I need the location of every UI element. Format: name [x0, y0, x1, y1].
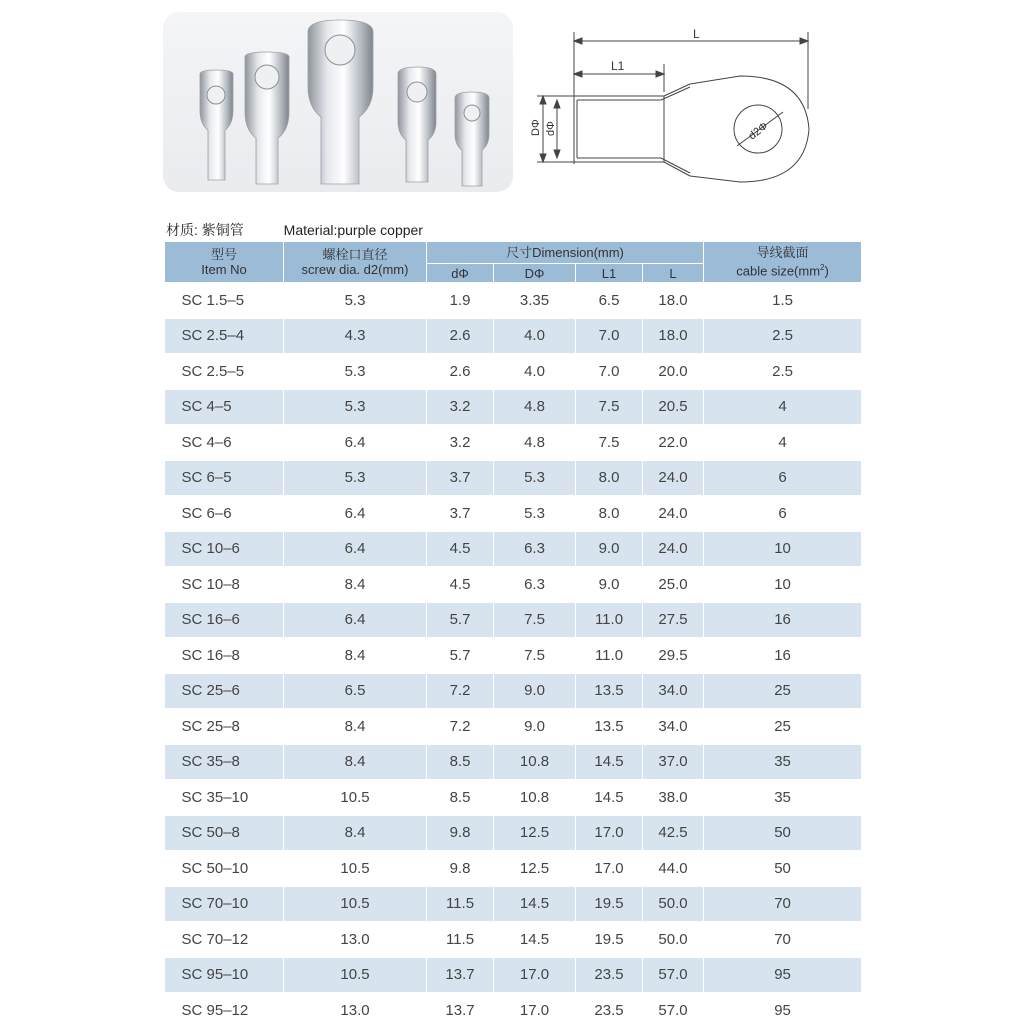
dim-d-inner-label: dΦ: [545, 121, 557, 136]
cable-size-cell: 10: [704, 531, 862, 567]
item-no-cell: SC 6–6: [165, 496, 284, 532]
l1-cell: 14.5: [576, 780, 643, 816]
header-cable-en: [704, 260, 861, 278]
table-row: [165, 318, 862, 354]
cable-size-cell: 16: [704, 602, 862, 638]
d-inner-cell: 3.2: [427, 425, 494, 461]
d-outer-cell: 3.35: [494, 283, 576, 319]
d-outer-cell: 9.0: [494, 673, 576, 709]
table-row: [165, 460, 862, 496]
l1-cell: 13.5: [576, 673, 643, 709]
l1-cell: 14.5: [576, 744, 643, 780]
screw-dia-cell: 8.4: [284, 638, 427, 674]
d-outer-cell: 4.8: [494, 389, 576, 425]
table-row: [165, 922, 862, 958]
d-outer-cell: 5.3: [494, 496, 576, 532]
table-row: [165, 709, 862, 745]
d-inner-cell: 13.7: [427, 993, 494, 1029]
table-row: [165, 886, 862, 922]
l-cell: 57.0: [643, 957, 704, 993]
table-row: [165, 567, 862, 603]
d-inner-cell: 9.8: [427, 815, 494, 851]
l-cell: 24.0: [643, 531, 704, 567]
l-cell: 24.0: [643, 496, 704, 532]
material-cn-label: 材质: 紫铜管: [166, 222, 244, 238]
product-photo: [163, 12, 513, 192]
header-cable-sup: 2: [820, 263, 825, 273]
cable-size-cell: 70: [704, 922, 862, 958]
l-cell: 57.0: [643, 993, 704, 1029]
l-cell: 20.0: [643, 354, 704, 390]
screw-dia-cell: 10.5: [284, 851, 427, 887]
l-cell: 37.0: [643, 744, 704, 780]
cable-size-cell: 2.5: [704, 354, 862, 390]
l-cell: 50.0: [643, 886, 704, 922]
item-no-cell: SC 4–6: [165, 425, 284, 461]
header-screw-en: screw dia. d2(mm): [301, 262, 409, 277]
screw-dia-cell: 13.0: [284, 922, 427, 958]
l1-cell: 19.5: [576, 886, 643, 922]
technical-drawing: [525, 14, 825, 199]
header-l: L: [643, 264, 704, 283]
item-no-cell: SC 4–5: [165, 389, 284, 425]
screw-dia-cell: 10.5: [284, 957, 427, 993]
header-l1: L1: [576, 264, 643, 283]
screw-dia-cell: 5.3: [284, 354, 427, 390]
item-no-cell: SC 10–6: [165, 531, 284, 567]
cable-size-cell: 10: [704, 567, 862, 603]
cable-size-cell: 6: [704, 496, 862, 532]
lug-medium-left: [245, 52, 289, 184]
header-screw-cn: 螺栓口直径: [322, 247, 388, 262]
l-cell: 25.0: [643, 567, 704, 603]
d-inner-cell: 3.7: [427, 460, 494, 496]
item-no-cell: SC 2.5–5: [165, 354, 284, 390]
table-row: [165, 815, 862, 851]
dim-l1-label: L1: [611, 59, 625, 73]
l1-cell: 9.0: [576, 531, 643, 567]
d-outer-cell: 6.3: [494, 567, 576, 603]
lug-medium-right: [398, 67, 436, 182]
header-cable-size: [704, 242, 862, 283]
screw-dia-cell: 13.0: [284, 993, 427, 1029]
item-no-cell: SC 95–10: [165, 957, 284, 993]
cable-size-cell: 95: [704, 993, 862, 1029]
item-no-cell: SC 50–10: [165, 851, 284, 887]
dim-d-outer-label: DΦ: [530, 119, 542, 136]
table-row: [165, 993, 862, 1029]
header-d-outer: DΦ: [494, 264, 576, 283]
l-cell: 34.0: [643, 709, 704, 745]
d-outer-cell: 4.8: [494, 425, 576, 461]
table-row: [165, 531, 862, 567]
d-outer-cell: 4.0: [494, 318, 576, 354]
table-row: [165, 673, 862, 709]
screw-dia-cell: 8.4: [284, 744, 427, 780]
item-no-cell: SC 95–12: [165, 993, 284, 1029]
d-inner-cell: 11.5: [427, 886, 494, 922]
cable-size-cell: 35: [704, 780, 862, 816]
item-no-cell: SC 50–8: [165, 815, 284, 851]
header-screw-dia: [284, 242, 427, 283]
l-cell: 27.5: [643, 602, 704, 638]
screw-dia-cell: 10.5: [284, 886, 427, 922]
table-row: [165, 744, 862, 780]
item-no-cell: SC 16–6: [165, 602, 284, 638]
header-d-inner: dΦ: [427, 264, 494, 283]
l-cell: 34.0: [643, 673, 704, 709]
material-line: [166, 220, 423, 240]
table-row: [165, 851, 862, 887]
spec-table-body: [165, 283, 862, 1029]
cable-size-cell: 95: [704, 957, 862, 993]
table-row: [165, 602, 862, 638]
dim-d2-label: d2Φ: [746, 119, 771, 143]
header-item-no: [165, 242, 284, 283]
d-outer-cell: 5.3: [494, 460, 576, 496]
table-row: [165, 354, 862, 390]
d-outer-cell: 12.5: [494, 815, 576, 851]
screw-dia-cell: 5.3: [284, 460, 427, 496]
l-cell: 22.0: [643, 425, 704, 461]
table-row: [165, 283, 862, 319]
l1-cell: 17.0: [576, 815, 643, 851]
l1-cell: 23.5: [576, 957, 643, 993]
d-outer-cell: 6.3: [494, 531, 576, 567]
screw-dia-cell: 8.4: [284, 709, 427, 745]
d-inner-cell: 2.6: [427, 354, 494, 390]
dim-l-label: L: [693, 27, 700, 41]
item-no-cell: SC 35–10: [165, 780, 284, 816]
l-cell: 18.0: [643, 318, 704, 354]
d-inner-cell: 4.5: [427, 531, 494, 567]
d-inner-cell: 4.5: [427, 567, 494, 603]
lug-small-right: [455, 92, 489, 186]
item-no-cell: SC 6–5: [165, 460, 284, 496]
l1-cell: 6.5: [576, 283, 643, 319]
screw-dia-cell: 5.3: [284, 283, 427, 319]
cable-size-cell: 70: [704, 886, 862, 922]
d-outer-cell: 9.0: [494, 709, 576, 745]
d-inner-cell: 13.7: [427, 957, 494, 993]
header-item-no-en: Item No: [201, 262, 247, 277]
d-inner-cell: 5.7: [427, 602, 494, 638]
screw-dia-cell: 8.4: [284, 815, 427, 851]
header-item-no-cn: 型号: [210, 247, 237, 262]
l-cell: 38.0: [643, 780, 704, 816]
l-cell: 24.0: [643, 460, 704, 496]
l-cell: 20.5: [643, 389, 704, 425]
cable-size-cell: 16: [704, 638, 862, 674]
lug-small-left: [200, 70, 233, 180]
lug-dimension-diagram: [525, 14, 825, 199]
item-no-cell: SC 25–6: [165, 673, 284, 709]
cable-size-cell: 4: [704, 389, 862, 425]
l1-cell: 11.0: [576, 638, 643, 674]
spec-table: [164, 241, 862, 1029]
d-outer-cell: 17.0: [494, 993, 576, 1029]
d-inner-cell: 1.9: [427, 283, 494, 319]
l1-cell: 8.0: [576, 496, 643, 532]
table-row: [165, 638, 862, 674]
screw-dia-cell: 8.4: [284, 567, 427, 603]
d-inner-cell: 7.2: [427, 709, 494, 745]
screw-dia-cell: 4.3: [284, 318, 427, 354]
d-outer-cell: 12.5: [494, 851, 576, 887]
item-no-cell: SC 70–12: [165, 922, 284, 958]
l-cell: 29.5: [643, 638, 704, 674]
header-cable-close: ): [824, 263, 829, 279]
l1-cell: 11.0: [576, 602, 643, 638]
material-en-label: Material:purple copper: [283, 222, 423, 238]
d-outer-cell: 7.5: [494, 602, 576, 638]
d-inner-cell: 9.8: [427, 851, 494, 887]
cable-size-cell: 6: [704, 460, 862, 496]
table-row: [165, 425, 862, 461]
d-inner-cell: 2.6: [427, 318, 494, 354]
d-inner-cell: 3.7: [427, 496, 494, 532]
l1-cell: 17.0: [576, 851, 643, 887]
l1-cell: 7.0: [576, 354, 643, 390]
screw-dia-cell: 6.4: [284, 425, 427, 461]
l-cell: 44.0: [643, 851, 704, 887]
cable-size-cell: 25: [704, 709, 862, 745]
d-inner-cell: 8.5: [427, 744, 494, 780]
table-row: [165, 957, 862, 993]
cable-size-cell: 2.5: [704, 318, 862, 354]
table-row: [165, 496, 862, 532]
item-no-cell: SC 1.5–5: [165, 283, 284, 319]
screw-dia-cell: 5.3: [284, 389, 427, 425]
screw-dia-cell: 6.4: [284, 602, 427, 638]
copper-lugs-image: [163, 12, 513, 192]
header-dimension: 尺寸Dimension(mm): [427, 242, 704, 264]
screw-dia-cell: 6.4: [284, 531, 427, 567]
item-no-cell: SC 70–10: [165, 886, 284, 922]
l1-cell: 9.0: [576, 567, 643, 603]
d-outer-cell: 14.5: [494, 922, 576, 958]
item-no-cell: SC 2.5–4: [165, 318, 284, 354]
cable-size-cell: 35: [704, 744, 862, 780]
cable-size-cell: 25: [704, 673, 862, 709]
screw-dia-cell: 6.5: [284, 673, 427, 709]
table-row: [165, 780, 862, 816]
l1-cell: 13.5: [576, 709, 643, 745]
d-outer-cell: 17.0: [494, 957, 576, 993]
d-outer-cell: 4.0: [494, 354, 576, 390]
header-cable-cn: 导线截面: [756, 245, 809, 261]
d-inner-cell: 7.2: [427, 673, 494, 709]
header-cable-en-text: cable size(mm: [736, 263, 821, 279]
l-cell: 42.5: [643, 815, 704, 851]
l1-cell: 23.5: [576, 993, 643, 1029]
l1-cell: 7.5: [576, 425, 643, 461]
lug-large-center: [308, 20, 373, 184]
cable-size-cell: 50: [704, 815, 862, 851]
l1-cell: 7.0: [576, 318, 643, 354]
d-inner-cell: 5.7: [427, 638, 494, 674]
screw-dia-cell: 10.5: [284, 780, 427, 816]
cable-size-cell: 4: [704, 425, 862, 461]
d-outer-cell: 10.8: [494, 744, 576, 780]
cable-size-cell: 50: [704, 851, 862, 887]
l1-cell: 7.5: [576, 389, 643, 425]
d-inner-cell: 3.2: [427, 389, 494, 425]
item-no-cell: SC 10–8: [165, 567, 284, 603]
item-no-cell: SC 16–8: [165, 638, 284, 674]
d-outer-cell: 14.5: [494, 886, 576, 922]
item-no-cell: SC 25–8: [165, 709, 284, 745]
d-outer-cell: 10.8: [494, 780, 576, 816]
screw-dia-cell: 6.4: [284, 496, 427, 532]
l1-cell: 19.5: [576, 922, 643, 958]
l1-cell: 8.0: [576, 460, 643, 496]
d-outer-cell: 7.5: [494, 638, 576, 674]
l-cell: 18.0: [643, 283, 704, 319]
d-inner-cell: 8.5: [427, 780, 494, 816]
item-no-cell: SC 35–8: [165, 744, 284, 780]
table-row: [165, 389, 862, 425]
d-inner-cell: 11.5: [427, 922, 494, 958]
l-cell: 50.0: [643, 922, 704, 958]
cable-size-cell: 1.5: [704, 283, 862, 319]
